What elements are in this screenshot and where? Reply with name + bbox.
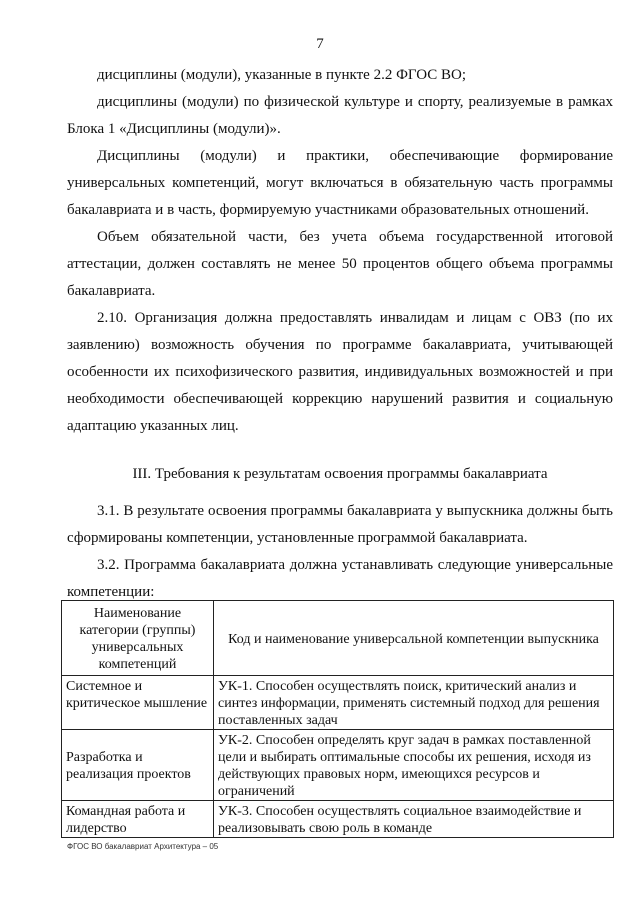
row-competence: УК-3. Способен осуществлять социальное взаимодействие и реализовывать свою роль в команде [214, 801, 614, 838]
paragraph-physical-culture: дисциплины (модули) по физической культуре и спорту, реализуемые в рамках Блока 1 «Дисциплины (модули)». [67, 94, 613, 137]
page-number: 7 [316, 36, 324, 52]
paragraph-disciplines-2-2: дисциплины (модули), указанные в пункте 2.2 ФГОС ВО; [97, 67, 467, 83]
table-header-row [62, 601, 614, 676]
paragraph-3-2: 3.2. Программа бакалавриата должна устанавливать следующие универсальные компетенции: [67, 557, 613, 600]
header-category: Наименование категории (группы) универсальных компетенций [62, 601, 214, 676]
row-category: Системное и критическое мышление [62, 676, 214, 730]
header-competence-code: Код и наименование универсальной компетенции выпускника [214, 601, 614, 676]
competences-table [61, 600, 614, 838]
section-heading-iii: III. Требования к результатам освоения программы бакалавриата [132, 466, 548, 482]
table-row [62, 801, 614, 838]
paragraph-mandatory-volume: Объем обязательной части, без учета объема государственной итоговой аттестации, должен составлять не менее 50 процентов общего объема программы бакалавриата. [67, 229, 613, 299]
paragraph-universal-competences: Дисциплины (модули) и практики, обеспечивающие формирование универсальных компетенций, могут включаться в обязательную часть программы бакалавриата и в часть, формируемую участниками образовательных отношений. [67, 148, 613, 218]
table-row [62, 676, 614, 730]
table-row [62, 730, 614, 801]
row-competence: УК-1. Способен осуществлять поиск, критический анализ и синтез информации, применять системный подход для решения поставленных задач [214, 676, 614, 730]
row-category: Командная работа и лидерство [62, 801, 214, 838]
row-category: Разработка и реализация проектов [62, 730, 214, 801]
paragraph-3-1: 3.1. В результате освоения программы бакалавриата у выпускника должны быть сформированы компетенции, установленные программой бакалавриата. [67, 503, 613, 546]
paragraph-2-10-disabled: 2.10. Организация должна предоставлять инвалидам и лицам с ОВЗ (по их заявлению) возможность обучения по программе бакалавриата, учитывающей особенности их психофизического развития, индивидуальных возможностей и при необходимости обеспечивающей коррекцию нарушений развития и социальную адаптацию указанных лиц. [67, 310, 613, 434]
page-footer: ФГОС ВО бакалавриат Архитектура – 05 [67, 842, 219, 851]
row-competence: УК-2. Способен определять круг задач в рамках поставленной цели и выбирать оптимальные способы их решения, исходя из действующих правовых норм, имеющихся ресурсов и ограничений [214, 730, 614, 801]
